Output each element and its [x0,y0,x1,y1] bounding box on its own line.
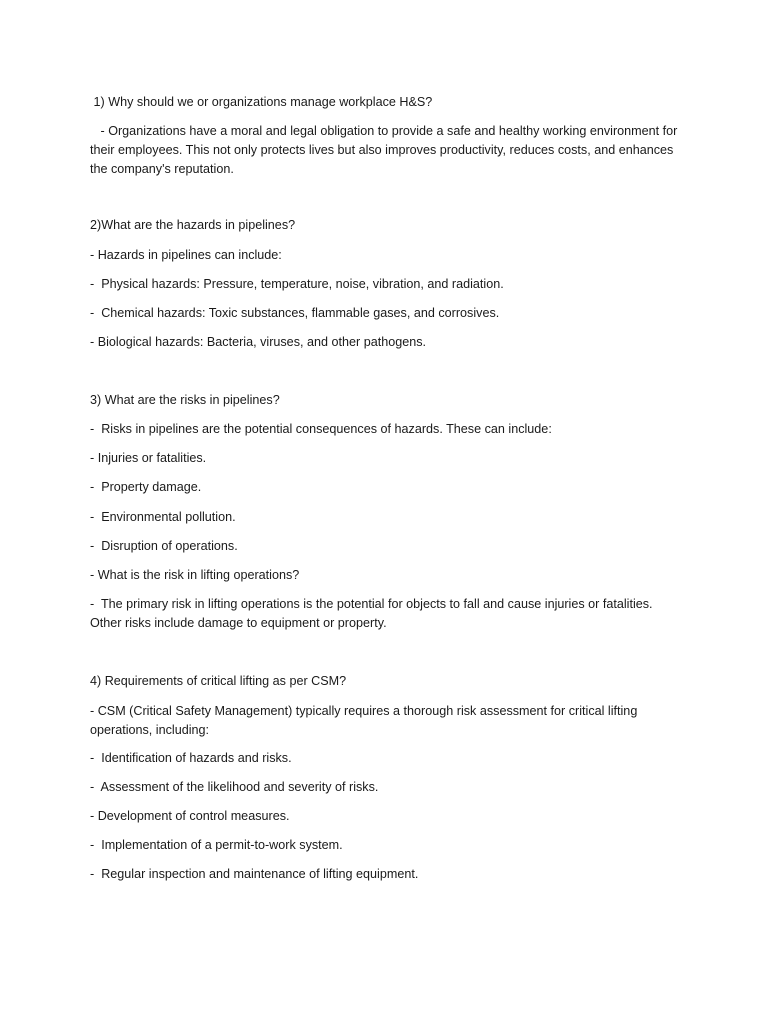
list-item: - What is the risk in lifting operations? [90,568,300,582]
list-item: - Property damage. [90,480,202,494]
question-4: 4) Requirements of critical lifting as per CSM? [90,674,347,688]
list-item: - The primary risk in lifting operations is the potential for objects to fall and cause injuries or fatalities. Other risks include damage to equipment or property. [90,597,657,630]
list-item: - Hazards in pipelines can include: [90,248,282,262]
answer-1: - Organizations have a moral and legal obligation to provide a safe and healthy working environment for their employees. This not only protects lives but also improves productivity, reduces costs, and enhances the company's reputation. [90,124,681,176]
list-item: - Assessment of the likelihood and severity of risks. [90,780,379,794]
list-item: - Development of control measures. [90,809,290,823]
list-item: - Biological hazards: Bacteria, viruses, and other pathogens. [90,335,427,349]
list-item: - CSM (Critical Safety Management) typically requires a thorough risk assessment for critical lifting operations, including: [90,704,641,737]
list-item: - Chemical hazards: Toxic substances, flammable gases, and corrosives. [90,306,500,320]
list-item: - Injuries or fatalities. [90,451,207,465]
list-item: - Physical hazards: Pressure, temperature, noise, vibration, and radiation. [90,277,504,291]
list-item: - Implementation of a permit-to-work system. [90,838,343,852]
list-item: - Disruption of operations. [90,539,238,553]
list-item: - Environmental pollution. [90,510,236,524]
list-item: - Risks in pipelines are the potential consequences of hazards. These can include: [90,422,552,436]
list-item: - Regular inspection and maintenance of lifting equipment. [90,867,419,881]
list-item: - Identification of hazards and risks. [90,751,292,765]
question-3: 3) What are the risks in pipelines? [90,393,280,407]
question-2: 2)What are the hazards in pipelines? [90,218,296,232]
question-1: 1) Why should we or organizations manage workplace H&S? [90,95,433,109]
